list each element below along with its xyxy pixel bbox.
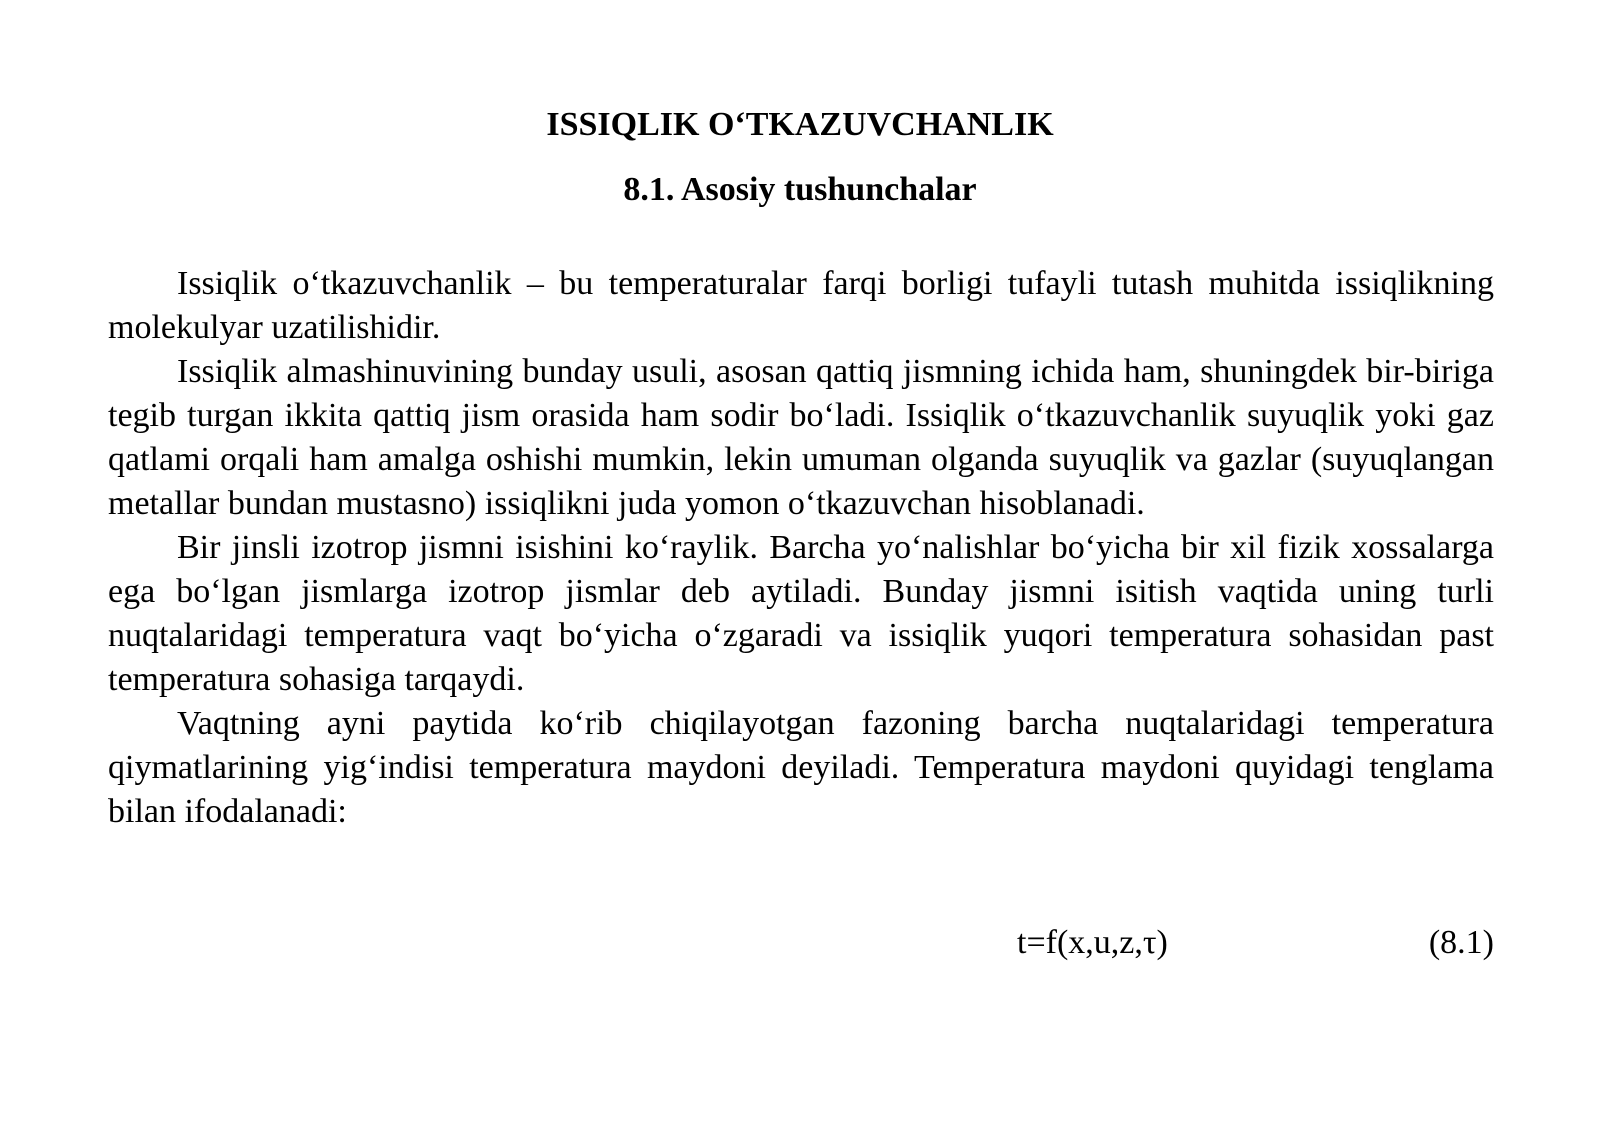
section-title: 8.1. Asosiy tushunchalar (623, 171, 977, 208)
equation-row (108, 921, 1494, 965)
paragraph-3: Bir jinsli izotrop jismni isishini ko‘raylik. Barcha yo‘nalishlar bo‘yicha bir xil fizik xossalarga ega bo‘lgan jismlarga izotrop jismlar deb aytiladi. Bunday jismni isitish vaqtida uning turli nuqtalaridagi temperatura vaqt bo‘yicha o‘zgaradi va issiqlik yuqori temperatura sohasidan past temperatura sohasiga tarqaydi. (108, 529, 1494, 698)
equation-formula: t=f(x,u,z,τ) (1017, 924, 1168, 961)
paragraph-2: Issiqlik almashinuvining bunday usuli, asosan qattiq jismning ichida ham, shuningdek bir-biriga tegib turgan ikkita qattiq jism orasida ham sodir bo‘ladi. Issiqlik o‘tkazuvchanlik suyuqlik yoki gaz qatlami orqali ham amalga oshishi mumkin, lekin umuman olganda suyuqlik va gazlar (suyuqlangan metallar bundan mustasno) issiqlikni juda yomon o‘tkazuvchan hisoblanadi. (108, 353, 1494, 522)
paragraph-1: Issiqlik o‘tkazuvchanlik – bu temperaturalar farqi borligi tufayli tutash muhitda issiqlikning molekulyar uzatilishidir. (108, 265, 1494, 346)
chapter-title: ISSIQLIK O‘TKAZUVCHANLIK (546, 106, 1054, 143)
body-text (108, 262, 1494, 834)
paragraph-4: Vaqtning ayni paytida ko‘rib chiqilayotgan fazoning barcha nuqtalaridagi temperatura qiymatlarining yig‘indisi temperatura maydoni deyiladi. Temperatura maydoni quyidagi tenglama bilan ifodalanadi: (108, 705, 1494, 830)
equation-number: (8.1) (1428, 924, 1494, 961)
